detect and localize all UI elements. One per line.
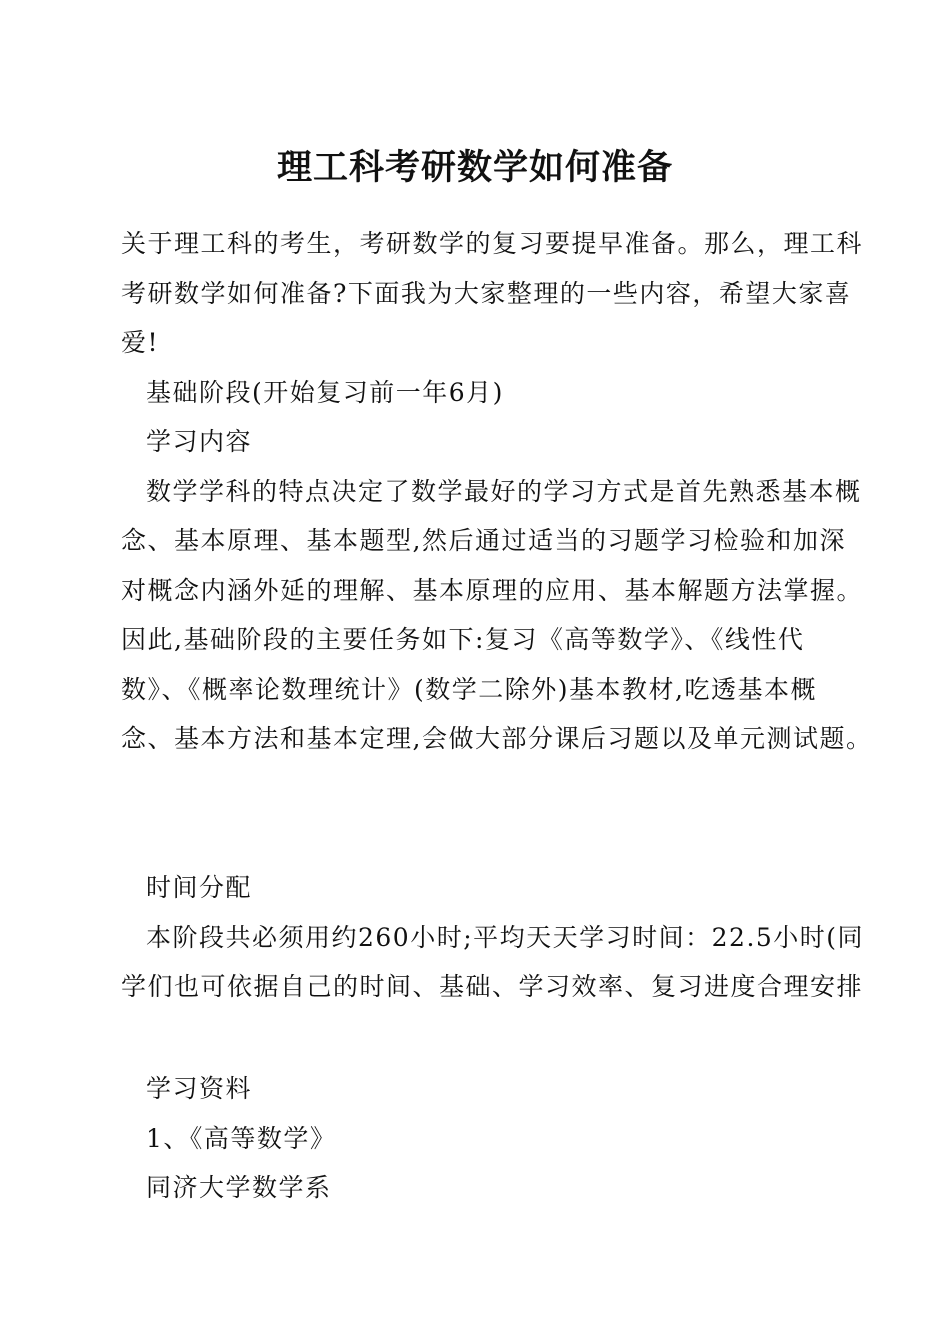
text-line: 数》、《概率论数理统计》(数学二除外)基本教材,吃透基本概 [121, 674, 817, 704]
text-line: 因此,基础阶段的主要任务如下:复习《高等数学》、《线性代 [121, 625, 805, 654]
text-line: 考研数学如何准备?下面我为大家整理的一些内容，希望大家喜 [121, 278, 852, 308]
time-section [121, 863, 865, 1012]
materials-heading: 学习资料 [146, 1074, 253, 1103]
document-title: 理工科考研数学如何准备 [276, 147, 673, 188]
text-line: 爱! [121, 328, 160, 357]
text-line: 念、基本方法和基本定理,会做大部分课后习题以及单元测试题。 [121, 724, 873, 753]
text-line: 对概念内涵外延的理解、基本原理的应用、基本解题方法掌握。 [121, 575, 864, 605]
material-author: 同济大学数学系 [146, 1173, 332, 1202]
text-line: 本阶段共必须用约260小时;平均天天学习时间：22.5小时(同 [146, 922, 865, 952]
material-title: 1、《高等数学》 [146, 1123, 337, 1153]
text-line: 念、基本原理、基本题型,然后通过适当的习题学习检验和加深 [121, 526, 846, 555]
intro-paragraph [121, 219, 873, 764]
text-line: 数学学科的特点决定了数学最好的学习方式是首先熟悉基本概 [146, 476, 862, 506]
content-heading: 学习内容 [146, 427, 253, 456]
stage-heading: 基础阶段(开始复习前一年6月) [146, 377, 504, 407]
materials-section [121, 1064, 833, 1213]
text-line: 学们也可依据自己的时间、基础、学习效率、复习进度合理安排 [121, 972, 864, 1001]
time-heading: 时间分配 [146, 873, 253, 902]
text-line: 关于理工科的考生，考研数学的复习要提早准备。那么，理工科 [121, 229, 864, 258]
